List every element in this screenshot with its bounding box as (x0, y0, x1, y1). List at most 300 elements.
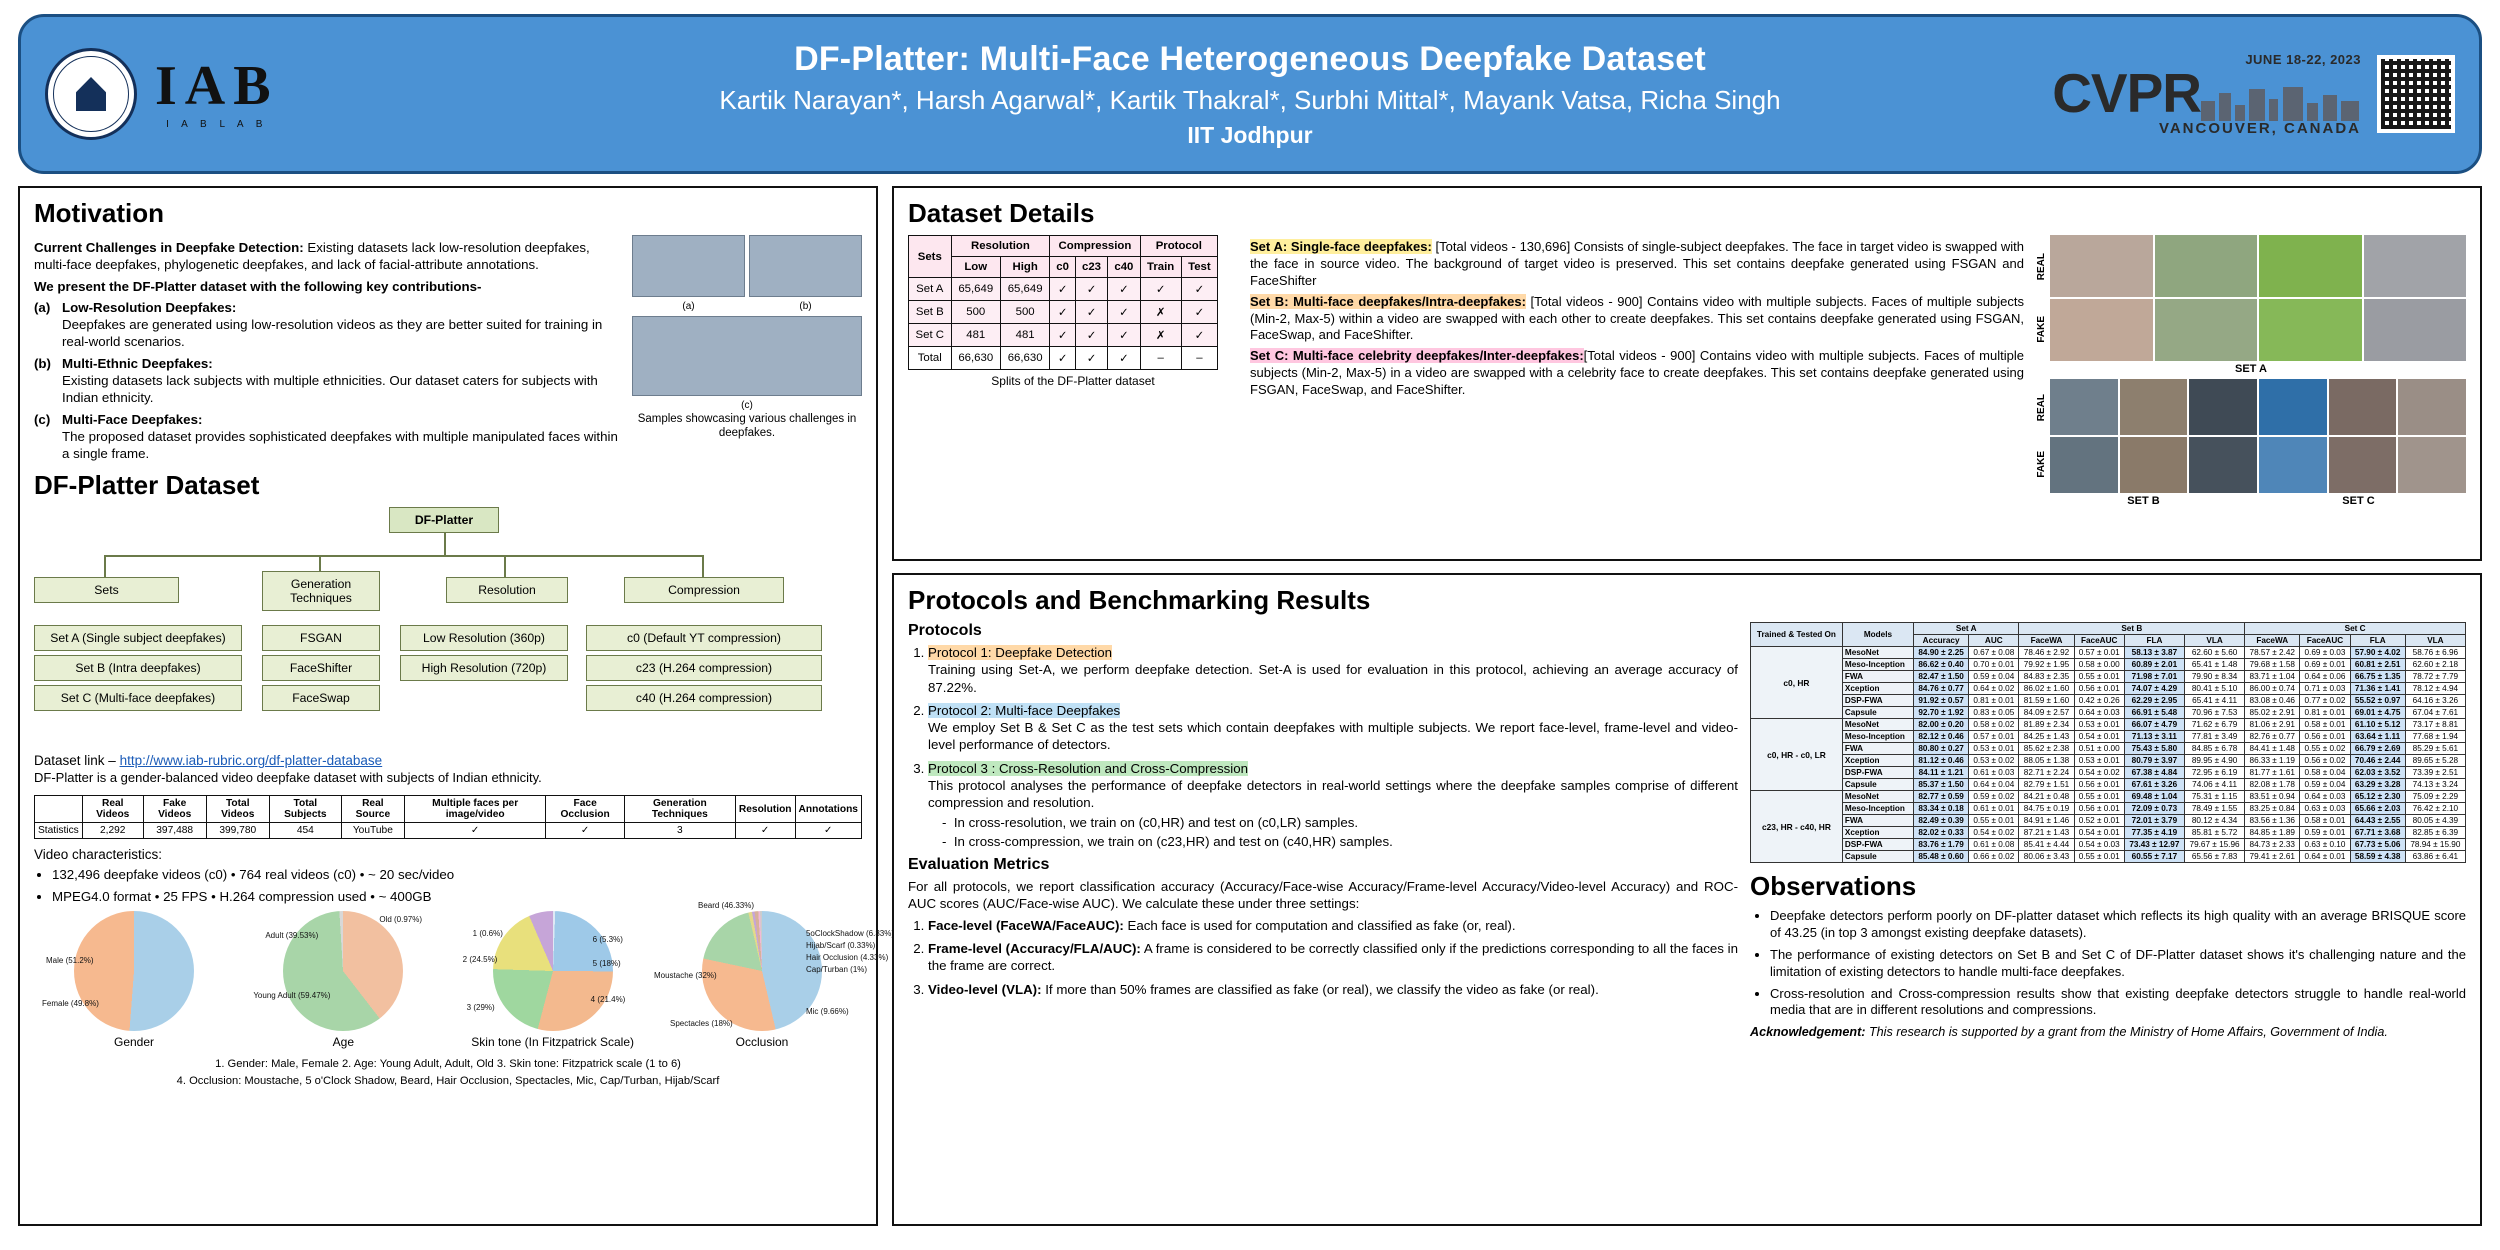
metric-cell: 0.63 ± 0.03 (2300, 803, 2350, 815)
sample-image-b (749, 235, 862, 297)
col-header-models: Models (1842, 623, 1913, 647)
tree-leaf-set-a: Set A (Single subject deepfakes) (34, 625, 242, 651)
table-row-total (909, 347, 1218, 370)
metric-cell: 0.54 ± 0.01 (2074, 827, 2124, 839)
metric-cell: 0.55 ± 0.01 (2074, 791, 2124, 803)
cell: ✓ (1050, 278, 1076, 301)
col-header: VLA (2405, 635, 2465, 647)
metric-cell: 85.29 ± 5.61 (2405, 743, 2465, 755)
metric-cell: 81.77 ± 1.61 (2245, 767, 2300, 779)
metric-cell: 86.00 ± 0.74 (2245, 683, 2300, 695)
pie-label: Cap/Turban (1%) (805, 964, 868, 974)
protocol-item-1 (928, 644, 1738, 696)
metric-cell: 0.53 ± 0.01 (2074, 719, 2124, 731)
model-name: Xception (1842, 827, 1913, 839)
metric-label: Face-level (FaceWA/FaceAUC): (928, 917, 1124, 933)
metric-cell: 0.83 ± 0.05 (1969, 707, 2019, 719)
metric-cell: 80.41 ± 5.10 (2184, 683, 2244, 695)
metric-cell: 79.68 ± 1.58 (2245, 659, 2300, 671)
metric-cell: 0.54 ± 0.03 (2074, 839, 2124, 851)
iab-lab-logo (155, 55, 279, 130)
metric-cell: 65.66 ± 2.03 (2350, 803, 2405, 815)
metric-cell: 57.90 ± 4.02 (2350, 647, 2405, 659)
set-c-label: Set C: Multi-face celebrity deepfakes/Inter-deepfakes: (1250, 348, 1584, 364)
chart-title: Age (332, 1034, 354, 1049)
metric-cell: 80.79 ± 3.97 (2124, 755, 2184, 767)
motivation-challenges (34, 239, 622, 274)
col-header: FaceWA (2245, 635, 2300, 647)
cell: ✗ (1140, 301, 1181, 324)
metric-cell: 82.00 ± 0.20 (1914, 719, 1969, 731)
metric-cell: 61.10 ± 5.12 (2350, 719, 2405, 731)
sample-image-a (632, 235, 745, 297)
dataset-details-title: Dataset Details (908, 198, 1095, 228)
protocol-1-label: Protocol 1: Deepfake Detection (928, 645, 1113, 660)
col-header: Low (951, 257, 1000, 278)
cell: Set B (909, 301, 952, 324)
sample-cell (2364, 235, 2467, 297)
dataset-link[interactable]: http://www.iab-rubric.org/df-platter-database (119, 753, 383, 769)
metric-cell: 81.12 ± 0.46 (1914, 755, 1969, 767)
figure-label-c: (c) (741, 400, 753, 411)
metric-cell: 75.43 ± 5.80 (2124, 743, 2184, 755)
metric-cell: 63.64 ± 1.11 (2350, 731, 2405, 743)
table-row (1751, 755, 2466, 767)
cell: YouTube (341, 823, 404, 839)
pie-label: 5 (18%) (592, 958, 621, 968)
metric-cell: 85.62 ± 2.38 (2019, 743, 2074, 755)
metric-cell: 82.71 ± 2.24 (2019, 767, 2074, 779)
metric-cell: 80.05 ± 4.39 (2405, 815, 2465, 827)
metric-cell: 0.54 ± 0.02 (1969, 827, 2019, 839)
sub-text: In cross-resolution, we train on (c0,HR) and test on (c0,LR) samples. (953, 814, 1359, 830)
metric-cell: 71.98 ± 7.01 (2124, 671, 2184, 683)
col-header: Real Source (341, 796, 404, 823)
sample-cell (2329, 437, 2397, 493)
model-name: Xception (1842, 683, 1913, 695)
sample-cell (2259, 235, 2362, 297)
set-a-count: [Total videos - 130,696] (1431, 239, 1571, 254)
table-row (1751, 851, 2466, 863)
metric-cell: 0.67 ± 0.08 (1969, 647, 2019, 659)
metric-cell: 0.53 ± 0.01 (1969, 743, 2019, 755)
sample-cell (2050, 379, 2118, 435)
table-row (1751, 707, 2466, 719)
qr-code-icon[interactable] (2377, 55, 2455, 133)
protocol-item-2 (928, 702, 1738, 754)
set-c-description (1250, 348, 2024, 399)
ack-label: Acknowledgement: (1750, 1025, 1866, 1040)
figure-label-b: (b) (799, 301, 812, 312)
metric-item-face (928, 917, 1738, 934)
row-label-real: REAL (2036, 394, 2047, 422)
metric-cell: 92.70 ± 1.92 (1914, 707, 1969, 719)
metric-cell: 0.53 ± 0.01 (2074, 755, 2124, 767)
metric-cell: 0.56 ± 0.01 (2300, 731, 2350, 743)
motivation-challenges-text: Existing datasets lack low-resolution deepfakes, multi-face deepfakes, phylogenetic deepfakes, and lack of facial-attribute annotations. (34, 240, 590, 273)
col-header: FaceAUC (2300, 635, 2350, 647)
table-row (909, 278, 1218, 301)
table-row (1751, 719, 2466, 731)
tree-leaf-high-res: High Resolution (720p) (400, 655, 568, 681)
model-name: MesoNet (1842, 791, 1913, 803)
splits-table (908, 235, 1218, 370)
model-name: Meso-Inception (1842, 731, 1913, 743)
metric-cell: 78.57 ± 2.42 (2245, 647, 2300, 659)
cell: ✓ (1050, 347, 1076, 370)
set-b-label: Set B: Multi-face deepfakes/Intra-deepfakes: (1250, 293, 1526, 309)
metric-cell: 73.43 ± 12.97 (2124, 839, 2184, 851)
sample-grids (2036, 235, 2466, 507)
metrics-title: Evaluation Metrics (908, 856, 1050, 874)
metric-cell: 0.54 ± 0.01 (2074, 731, 2124, 743)
row-label-real: REAL (2036, 253, 2047, 281)
observation-item: • Cross-resolution and Cross-compression results show that existing deepfake detectors struggle to handle real-world media that are in different resolutions and compressions. (1770, 986, 2466, 1020)
metric-cell: 65.12 ± 2.30 (2350, 791, 2405, 803)
metric-cell: 82.49 ± 0.39 (1914, 815, 1969, 827)
model-name: FWA (1842, 815, 1913, 827)
metric-cell: 0.58 ± 0.00 (2074, 659, 2124, 671)
col-header-set-b: Set B (2019, 623, 2245, 635)
metric-cell: 85.41 ± 4.44 (2019, 839, 2074, 851)
chart-skintone (453, 911, 653, 1049)
metric-cell: 85.02 ± 2.91 (2245, 707, 2300, 719)
ack-text: This research is supported by a grant from the Ministry of Home Affairs, Government of India. (1865, 1025, 2388, 1040)
tree-branch-compression: Compression (624, 577, 784, 603)
col-header-resolution: Resolution (951, 236, 1050, 257)
sample-cell (2120, 379, 2188, 435)
col-header: Total Subjects (269, 796, 341, 823)
skintone-pie (462, 911, 626, 1031)
tree-leaf-c40: c40 (H.264 compression) (586, 685, 822, 711)
metric-cell: 72.01 ± 3.79 (2124, 815, 2184, 827)
col-header-sets: Sets (909, 236, 952, 278)
col-header: Fake Videos (143, 796, 206, 823)
metric-cell: 71.13 ± 3.11 (2124, 731, 2184, 743)
metric-cell: 84.85 ± 1.89 (2245, 827, 2300, 839)
col-header: FaceAUC (2074, 635, 2124, 647)
metric-cell: 71.36 ± 1.41 (2350, 683, 2405, 695)
sample-image-c (632, 316, 862, 396)
pie-label: Moustache (32%) (653, 970, 717, 980)
cell: ✓ (1075, 324, 1107, 347)
metric-cell: 60.89 ± 2.01 (2124, 659, 2184, 671)
cell: 397,488 (143, 823, 206, 839)
model-name: Capsule (1842, 851, 1913, 863)
metric-cell: 75.09 ± 2.29 (2405, 791, 2465, 803)
table-row (1751, 683, 2466, 695)
header-conference-block (2025, 53, 2455, 136)
header-title-block (475, 40, 2025, 149)
metric-cell: 65.56 ± 7.83 (2184, 851, 2244, 863)
cell: ✓ (1050, 301, 1076, 324)
metric-cell: 77.35 ± 4.19 (2124, 827, 2184, 839)
cell: ✓ (1075, 347, 1107, 370)
metric-cell: 85.48 ± 0.60 (1914, 851, 1969, 863)
metric-cell: 84.76 ± 0.77 (1914, 683, 1969, 695)
pie-label: 6 (5.3%) (592, 934, 623, 944)
video-characteristics (34, 847, 862, 905)
table-header-row (909, 236, 1218, 257)
metric-cell: 63.29 ± 3.28 (2350, 779, 2405, 791)
metric-cell: 0.69 ± 0.03 (2300, 647, 2350, 659)
tree-branch-generation: Generation Techniques (262, 571, 380, 611)
col-header: Real Videos (82, 796, 143, 823)
iab-logo-text: IAB (155, 55, 279, 117)
metric-cell: 91.92 ± 0.57 (1914, 695, 1969, 707)
sample-cell (2364, 299, 2467, 361)
metric-cell: 82.08 ± 1.78 (2245, 779, 2300, 791)
metric-cell: 82.77 ± 0.59 (1914, 791, 1969, 803)
metric-cell: 87.21 ± 1.43 (2019, 827, 2074, 839)
metric-cell: 60.81 ± 2.51 (2350, 659, 2405, 671)
cell: 65,649 (951, 278, 1000, 301)
metric-cell: 74.13 ± 3.24 (2405, 779, 2465, 791)
metric-cell: 0.64 ± 0.06 (2300, 671, 2350, 683)
metric-cell: 69.48 ± 1.04 (2124, 791, 2184, 803)
cell: 65,649 (1000, 278, 1049, 301)
metric-cell: 86.02 ± 1.60 (2019, 683, 2074, 695)
item-text: The proposed dataset provides sophisticated deepfakes with multiple manipulated faces within a single frame. (62, 428, 618, 462)
cell: 66,630 (951, 347, 1000, 370)
col-header-protocol: Protocol (1140, 236, 1217, 257)
table-row (909, 301, 1218, 324)
metric-cell: 83.56 ± 1.36 (2245, 815, 2300, 827)
cell: ✓ (1075, 278, 1107, 301)
pie-label: Young Adult (59.47%) (253, 990, 331, 1000)
cell: Set A (909, 278, 952, 301)
table-header-row (1751, 623, 2466, 635)
splits-table-wrap (908, 235, 1238, 507)
row-group-label: c23, HR - c40, HR (1751, 791, 1843, 863)
col-header: Total Videos (206, 796, 269, 823)
cell: Statistics (35, 823, 83, 839)
protocols-text (908, 622, 1738, 1039)
sample-cell (2050, 235, 2153, 297)
table-row (1751, 767, 2466, 779)
metric-cell: 82.79 ± 1.51 (2019, 779, 2074, 791)
conference-name: CVPR (2052, 61, 2201, 124)
metric-cell: 62.60 ± 5.60 (2184, 647, 2244, 659)
col-header: Generation Techniques (624, 796, 735, 823)
conference-location: VANCOUVER, CANADA (2158, 119, 2361, 137)
splits-table-caption: Splits of the DF-Platter dataset (991, 374, 1155, 388)
metric-cell: 81.59 ± 1.60 (2019, 695, 2074, 707)
row-group-label: c0, HR (1751, 647, 1843, 719)
institute-seal-icon (45, 48, 137, 140)
item-marker: (a) (34, 299, 51, 315)
pie-label: Female (49.8%) (42, 998, 99, 1008)
metric-cell: 82.47 ± 1.50 (1914, 671, 1969, 683)
protocols-title: Protocols and Benchmarking Results (908, 585, 1371, 615)
col-header: AUC (1969, 635, 2019, 647)
metric-cell: 79.90 ± 8.34 (2184, 671, 2244, 683)
set-a-text: Consists of single-subject deepfakes. The face in target video is swapped with the face in source video. The background of target video is preserved. This set contains deepfake generated using FSGAN and FaceShifter (1250, 239, 2025, 288)
figure-label-a: (a) (682, 301, 695, 312)
item-marker: (c) (34, 411, 51, 427)
metric-cell: 82.76 ± 0.77 (2245, 731, 2300, 743)
dataset-link-label: Dataset link – (34, 753, 116, 769)
tree-leaf-c0: c0 (Default YT compression) (586, 625, 822, 651)
metric-cell: 70.46 ± 2.44 (2350, 755, 2405, 767)
col-header: c40 (1108, 257, 1140, 278)
metric-item-frame (928, 940, 1738, 975)
cell: ✓ (404, 823, 546, 839)
motivation-figure-caption: Samples showcasing various challenges in deepfakes. (637, 413, 857, 439)
sample-cell (2155, 299, 2258, 361)
col-header: FLA (2350, 635, 2405, 647)
metric-label: Video-level (VLA): (928, 981, 1042, 997)
metric-cell: 76.42 ± 2.10 (2405, 803, 2465, 815)
metric-cell: 81.89 ± 2.34 (2019, 719, 2074, 731)
metric-cell: 86.62 ± 0.40 (1914, 659, 1969, 671)
metric-cell: 78.49 ± 1.55 (2184, 803, 2244, 815)
metric-cell: 85.37 ± 1.50 (1914, 779, 1969, 791)
motivation-item (34, 299, 622, 351)
sample-cell (2189, 379, 2257, 435)
metric-cell: 58.13 ± 3.87 (2124, 647, 2184, 659)
metric-cell: 79.67 ± 15.96 (2184, 839, 2244, 851)
item-label: Low-Resolution Deepfakes: (62, 299, 237, 315)
cell: ✓ (795, 823, 861, 839)
table-row (1751, 827, 2466, 839)
tree-leaf-faceshifter: FaceShifter (262, 655, 380, 681)
cell: ✓ (1108, 278, 1140, 301)
metric-cell: 67.04 ± 7.61 (2405, 707, 2465, 719)
metric-cell: 0.54 ± 0.02 (2074, 767, 2124, 779)
protocol-2-label: Protocol 2: Multi-face Deepfakes (928, 702, 1121, 718)
contrib-intro-text: We present the DF-Platter dataset with the following key contributions- (34, 278, 482, 294)
metric-cell: 67.73 ± 5.06 (2350, 839, 2405, 851)
model-name: Xception (1842, 755, 1913, 767)
metric-cell: 74.07 ± 4.29 (2124, 683, 2184, 695)
statistics-table (34, 795, 862, 839)
model-name: DSP-FWA (1842, 839, 1913, 851)
metric-label: Frame-level (Accuracy/FLA/AUC): (928, 940, 1141, 956)
tree-leaf-fsgan: FSGAN (262, 625, 380, 651)
model-name: DSP-FWA (1842, 695, 1913, 707)
model-name: MesoNet (1842, 719, 1913, 731)
cell: ✗ (1140, 324, 1181, 347)
page-title: DF-Platter: Multi-Face Heterogeneous Deepfake Dataset (794, 39, 1706, 78)
metric-cell: 78.94 ± 15.90 (2405, 839, 2465, 851)
metric-cell: 0.58 ± 0.02 (1969, 719, 2019, 731)
metric-cell: 83.34 ± 0.18 (1914, 803, 1969, 815)
tree-leaf-c23: c23 (H.264 compression) (586, 655, 822, 681)
col-header: FLA (2124, 635, 2184, 647)
metric-cell: 58.59 ± 4.38 (2350, 851, 2405, 863)
gender-pie (42, 911, 194, 1031)
occlusion-pie (653, 900, 895, 1031)
col-header: Resolution (735, 796, 795, 823)
demographic-note-1: 1. Gender: Male, Female 2. Age: Young Adult, Adult, Old 3. Skin tone: Fitzpatrick scale (1 to 6) (215, 1057, 681, 1070)
metric-cell: 67.38 ± 4.84 (2124, 767, 2184, 779)
metric-item-video (928, 981, 1738, 998)
model-name: DSP-FWA (1842, 767, 1913, 779)
cvpr-logo (2052, 53, 2361, 136)
sample-cell (2259, 379, 2327, 435)
cell: Total (909, 347, 952, 370)
metric-cell: 0.56 ± 0.01 (2074, 683, 2124, 695)
protocols-subtitle: Protocols (908, 622, 982, 639)
metric-cell: 0.59 ± 0.04 (2300, 779, 2350, 791)
dfplatter-title: DF-Platter Dataset (34, 470, 260, 501)
metric-cell: 65.41 ± 4.11 (2184, 695, 2244, 707)
pie-label: 4 (21.4%) (590, 994, 626, 1004)
pie-label: 5oClockShadow (6.33%) (805, 928, 895, 938)
set-c-count: [Total videos - 900] (1583, 348, 1696, 364)
chart-title: Occlusion (735, 1034, 789, 1049)
metric-cell: 0.57 ± 0.01 (1969, 731, 2019, 743)
sample-cell (2050, 437, 2118, 493)
tree-root-node: DF-Platter (389, 507, 499, 533)
cell: 481 (1000, 324, 1049, 347)
chart-age (243, 911, 443, 1049)
metric-cell: 0.77 ± 0.02 (2300, 695, 2350, 707)
tree-branch-resolution: Resolution (446, 577, 568, 603)
metric-cell: 81.06 ± 2.91 (2245, 719, 2300, 731)
sample-cell (2189, 437, 2257, 493)
metric-cell: 75.31 ± 1.15 (2184, 791, 2244, 803)
metric-cell: 0.42 ± 0.26 (2074, 695, 2124, 707)
table-row (1751, 647, 2466, 659)
metric-cell: 0.71 ± 0.03 (2300, 683, 2350, 695)
metric-cell: 0.64 ± 0.01 (2300, 851, 2350, 863)
sample-cell (2120, 437, 2188, 493)
table-row (1751, 731, 2466, 743)
pie-label: Hair Occlusion (4.33%) (805, 952, 889, 962)
skyline-icon (2201, 87, 2361, 121)
protocol-3-sub-2: - In cross-compression, we train on (c23,HR) and test on (c40,HR) samples. (942, 833, 1393, 849)
model-name: MesoNet (1842, 647, 1913, 659)
cell: – (1181, 347, 1217, 370)
table-row (1751, 779, 2466, 791)
pie-label: Male (51.2%) (46, 955, 94, 965)
metric-text: If more than 50% frames are classified as fake (or real), we classify the video as fake (or real). (1041, 981, 1599, 997)
metric-cell: 84.11 ± 1.21 (1914, 767, 1969, 779)
metric-cell: 62.60 ± 2.18 (2405, 659, 2465, 671)
set-b-description (1250, 294, 2024, 345)
table-header-row (35, 796, 862, 823)
dataset-link-line (34, 753, 862, 768)
pie-label: Beard (46.33%) (697, 900, 755, 910)
metric-cell: 83.71 ± 1.04 (2245, 671, 2300, 683)
tree-leaf-set-c: Set C (Multi-face deepfakes) (34, 685, 242, 711)
col-header: Accuracy (1914, 635, 1969, 647)
item-label: Multi-Face Deepfakes: (62, 411, 203, 427)
metric-cell: 89.65 ± 5.28 (2405, 755, 2465, 767)
cell: 481 (951, 324, 1000, 347)
demographic-note-2: 4. Occlusion: Moustache, 5 o'Clock Shadow, Beard, Hair Occlusion, Spectacles, Mic, Cap/Turban, Hijab/Scarf (176, 1074, 720, 1087)
set-caption-c: SET C (2342, 495, 2375, 507)
set-b-text: Contains video with multiple subjects. Faces of multiple subjects (Min-2, Max-5) within a video are swapped with each other to create deepfakes. This set contains deepfake generated using FSGAN, FaceSwap, and FaceShifter. (1250, 293, 2024, 343)
col-header-compression: Compression (1050, 236, 1140, 257)
motivation-item (34, 355, 622, 407)
metric-cell: 78.46 ± 2.92 (2019, 647, 2074, 659)
protocol-item-3 (928, 760, 1738, 850)
metric-cell: 0.56 ± 0.01 (2074, 779, 2124, 791)
sample-cell (2398, 379, 2466, 435)
metric-cell: 83.25 ± 0.84 (2245, 803, 2300, 815)
cell: ✓ (1108, 301, 1140, 324)
metric-cell: 71.62 ± 6.79 (2184, 719, 2244, 731)
sample-cell (2259, 437, 2327, 493)
set-caption-b: SET B (2127, 495, 2160, 507)
metric-cell: 0.58 ± 0.01 (2300, 719, 2350, 731)
set-b-count: [Total videos - 900] (1525, 293, 1643, 309)
metric-cell: 0.81 ± 0.01 (2300, 707, 2350, 719)
metric-cell: 78.12 ± 4.94 (2405, 683, 2465, 695)
